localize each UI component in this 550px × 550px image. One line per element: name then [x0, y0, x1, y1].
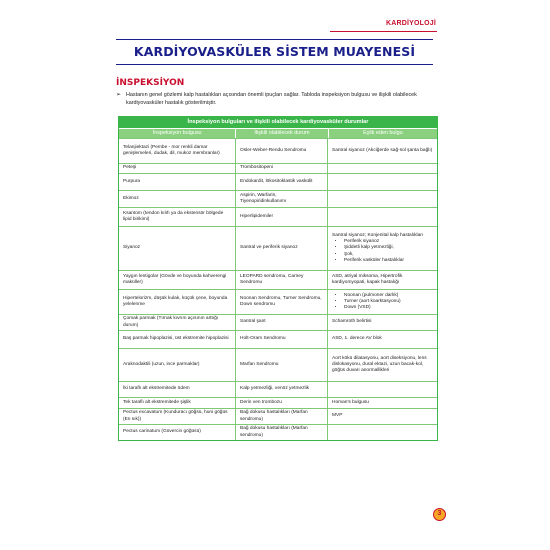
section-header-label: KARDİYOLOJİ [385, 20, 436, 27]
page-number-badge: 3 [433, 508, 446, 521]
table-row [119, 397, 437, 408]
table-cell: Holt-Oram Sendromu [236, 331, 328, 348]
table-header-cell: İnspeksiyon bulgusu [119, 129, 236, 138]
table-cell: Bağ dokusu hastalıkları (Marfan sendromu) [236, 409, 328, 424]
table-cell: Osler-Weber-Rendu Sendromu [236, 139, 328, 163]
cell-list [332, 239, 433, 264]
table-row [119, 173, 437, 190]
cell-heading: Santral siyanoz; Konjenital kalp hastalıkları [332, 232, 424, 238]
table-cell: Purpura [119, 174, 236, 190]
title-bottom-rule [116, 64, 433, 65]
table-cell [328, 290, 437, 314]
intro-paragraph [116, 91, 434, 107]
table-row [119, 226, 437, 270]
list-item: • Noonan (pulmoner darlık) [344, 293, 433, 299]
arrow-bullet-icon: ➢ [116, 92, 122, 98]
table-row [119, 330, 437, 348]
list-item: • Şok, [344, 252, 433, 258]
table-cell [328, 164, 437, 173]
table-cell: Schamroth belirtisi [332, 319, 372, 325]
table-cell: Çomak parmak (Tırnak kıvrım açısının arttığı durum) [119, 315, 236, 330]
table-cell: Pectus carinatum (Güvercin göğüsü) [119, 425, 236, 440]
table-cell [328, 382, 437, 397]
table-cell: Trombositopeni [236, 164, 328, 173]
table-cell: Pectus excavatum (Kunduracı göğsü, huni göğüs (En sık)) [119, 409, 236, 424]
table-cell: Homan's bulgusu [332, 399, 369, 405]
table-cell: Endokardit, lökositoklastik vaskülit [236, 174, 328, 190]
table-cell: LEOPARD sendromu, Carney Sendromu [236, 271, 328, 289]
table-cell: Ksantom (tendon kılıfı ya da ekstensör bölgede lipid birikimi) [119, 208, 236, 226]
inspection-table [118, 116, 438, 441]
list-item: • Periferik vasküler hastalıklar [344, 258, 433, 264]
table-header-row [119, 128, 437, 138]
table-cell: Tek taraflı alt ekstremitede şişlik [119, 398, 236, 408]
table-body [119, 138, 437, 440]
table-cell: Baş parmak hipoplazisi, üst ekstremite hipoplazisi [119, 331, 236, 348]
table-row [119, 138, 437, 163]
table-cell: ASD, 1. derece AV blok [332, 336, 382, 342]
title-top-rule [116, 39, 433, 40]
table-caption: İnspeksiyon bulguları ve ilişkili olabilecek kardiyovasküler durumlar [119, 117, 437, 128]
table-cell: Aspirin, Warfarin, Tiyenopiridinkullanımı [236, 191, 328, 207]
table-row [119, 348, 437, 381]
table-cell: Aort kökü dilatasyonu, aort diseksiyonu, lens dislokasyonu, dural ektazi, uzun bacak-kol, göğüs duvarı anormallikleri [332, 355, 427, 374]
list-item: • Şiddetli kalp yetmezliği, [344, 245, 433, 251]
table-row [119, 381, 437, 397]
list-item: • Down (VSD) [344, 305, 433, 311]
list-item: • Turner (aort koarktasyonu) [344, 299, 433, 305]
table-header-cell: Eşlik eden bulgu [363, 130, 403, 136]
table-cell: Yaygın lentigolar (Gövde ve boyunda kahverengi maküller) [119, 271, 236, 289]
table-cell: Hiperlipidemiler [236, 208, 328, 226]
table-cell: Telanjiektazi (Pembe - mor renkli damar genişlemeleri, dudak, dil, mukoz membranlar) [119, 139, 236, 163]
table-cell: Hipertelorizm, düşük kulak, küçük çene, boyunda yelelenme [119, 290, 236, 314]
table-row [119, 424, 437, 440]
table-cell: Noonan Sendromu, Turner Sendromu, Down sendromu [236, 290, 328, 314]
section-heading: İNSPEKSİYON [116, 78, 185, 88]
table-row [119, 408, 437, 424]
table-cell: ASD, atriyal miksoma, Hipertrofik kardiyomyopati, kapak hastalığı [332, 273, 403, 285]
table-row [119, 190, 437, 207]
table-row [119, 289, 437, 314]
table-header-cell: İlişkili olabilecek durum [236, 129, 328, 138]
table-cell: Santral ve periferik siyanoz [236, 227, 328, 270]
table-row [119, 270, 437, 289]
cell-list [332, 293, 433, 312]
table-cell: Araknodaktili (uzun, ince parmaklar) [119, 349, 236, 381]
table-cell [328, 208, 437, 226]
table-row [119, 163, 437, 173]
table-cell: MVP [332, 413, 343, 419]
table-cell: Santral siyanoz (Akciğerde sağ-sol şanta bağlı) [332, 147, 433, 153]
table-cell: Marfan Sendromu [236, 349, 328, 381]
table-cell [328, 174, 437, 190]
table-cell: Ekimoz [119, 191, 236, 207]
table-cell [328, 191, 437, 207]
list-item: • Periferik siyanoz [344, 239, 433, 245]
table-cell [328, 227, 437, 270]
table-cell: Kalp yetmezliği, venöz yetmezlik [236, 382, 328, 397]
table-cell: İki taraflı alt ekstremitede ödem [119, 382, 236, 397]
table-row [119, 314, 437, 330]
table-cell: Santral şant [236, 315, 328, 330]
table-cell: Siyanoz [119, 227, 236, 270]
table-cell: Bağ dokusu hastalıkları (Marfan sendromu) [236, 425, 328, 440]
table-cell: Derin ven trombozu [236, 398, 328, 408]
header-rule [330, 31, 437, 32]
table-cell: Peteşi [119, 164, 236, 173]
intro-text: Hastanın genel gözlemi kalp hastalıkları açısından önemli ipuçları sağlar. Tabloda inspeksiyon bulgusu ve ilişkili olabilecek kardiyovasküler hastalık gösterilmiştir. [126, 92, 417, 106]
table-cell [328, 425, 437, 440]
page-title: KARDİYOVASKÜLER SİSTEM MUAYENESİ [133, 44, 416, 59]
table-row [119, 207, 437, 226]
